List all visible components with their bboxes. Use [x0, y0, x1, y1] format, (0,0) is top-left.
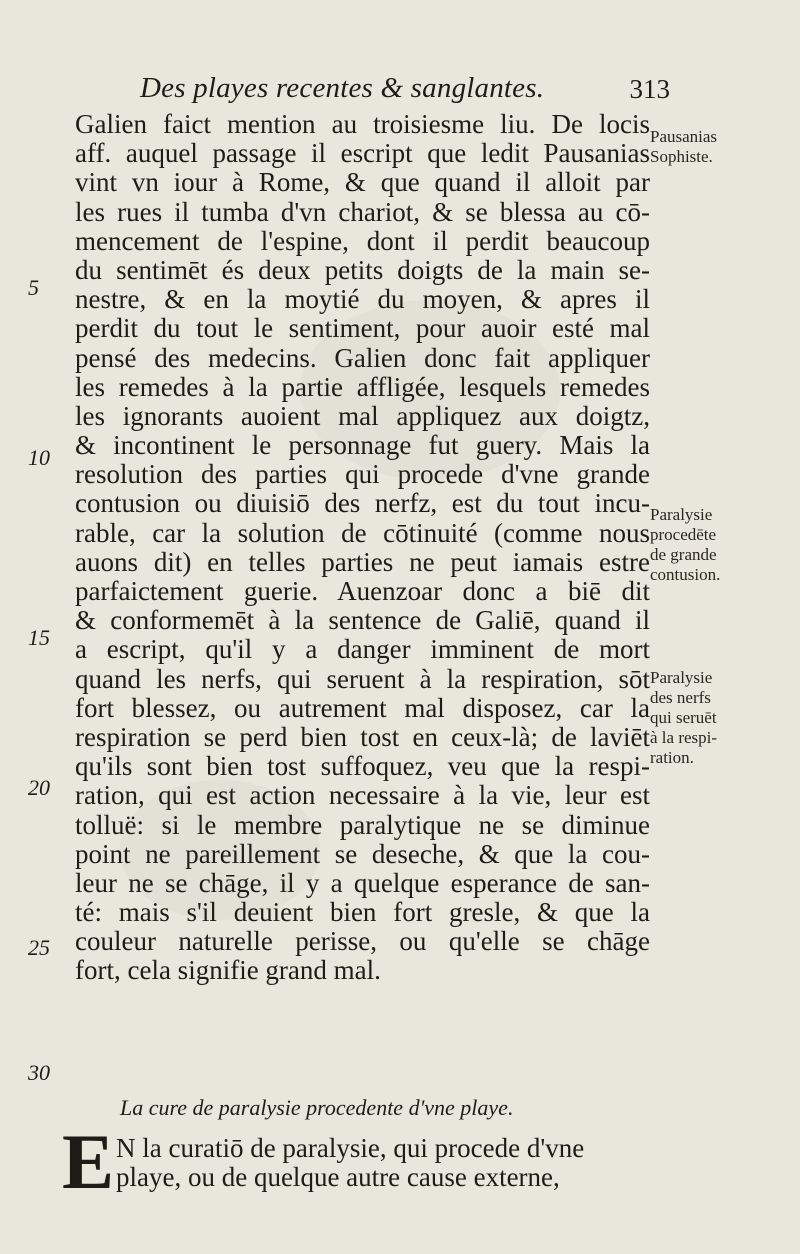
section-opening-text [116, 1134, 636, 1192]
line-number: 30 [28, 1060, 50, 1085]
text-line: point ne pareillement se deseche, & que la cou- [75, 838, 650, 869]
body-text [75, 110, 650, 986]
text-line: nestre, & en la moytié du moyen, & apres il [75, 284, 650, 315]
note-line: ration. [650, 748, 694, 767]
text-line: perdit du tout le sentiment, pour auoir esté mal [75, 313, 650, 344]
text-line: respiration se perd bien tost en ceux-là; de laviēt [75, 721, 650, 752]
text-line: les rues il tumba d'vn chariot, & se blessa au cō- [75, 196, 650, 227]
line-number: 5 [28, 275, 39, 300]
text-line: quand les nerfs, qui seruent à la respiration, sōt [75, 663, 650, 694]
drop-cap: E [62, 1118, 115, 1205]
text-line: les ignorants auoient mal appliquez aux doigtz, [75, 400, 650, 431]
text-line: tolluë: si le membre paralytique ne se diminue [75, 809, 650, 840]
text-line: couleur naturelle perisse, ou qu'elle se chāge [75, 926, 650, 957]
text-line: té: mais s'il deuient bien fort gresle, & que la [75, 897, 650, 928]
line-number: 10 [28, 445, 50, 470]
note-line: qui seruēt [650, 708, 717, 727]
text-line: a escript, qu'il y a danger imminent de mort [75, 634, 650, 665]
text-line: les remedes à la partie affligée, lesquels remedes [75, 371, 650, 402]
text-line: & incontinent le personnage fut guery. Mais la [75, 430, 650, 461]
text-line: ration, qui est action necessaire à la vie, leur est [75, 780, 650, 811]
note-line: à la respi- [650, 728, 718, 747]
text-line: Galien faict mention au troisiesme liu. De locis [75, 109, 650, 139]
note-line: Paralysie [650, 668, 713, 687]
text-line: & conformemēt à la sentence de Galiē, quand il [75, 605, 650, 636]
text-line: pensé des medecins. Galien donc fait appliquer [75, 342, 650, 373]
text-line: du sentimēt és deux petits doigts de la main se- [75, 254, 650, 285]
text-line: vint vn iour à Rome, & que quand il alloit par [75, 167, 650, 198]
text-line: contusion ou diuisiō des nerfz, est du tout incu- [75, 488, 650, 519]
margin-note-paralysie-contusion [650, 505, 790, 585]
line-number: 20 [28, 775, 50, 800]
note-line: contusion. [650, 565, 721, 584]
text-line: qu'ils sont bien tost suffoquez, veu que la respi- [75, 751, 650, 782]
running-title: Des playes recentes & sanglantes. [140, 72, 545, 104]
page-number: 313 [629, 74, 670, 104]
text-line: N la curatiō de paralysie, qui procede d'vne [116, 1133, 585, 1163]
section-heading: La cure de paralysie procedente d'vne playe. [120, 1095, 514, 1120]
page-header [140, 72, 670, 106]
text-line: resolution des parties qui procede d'vne grande [75, 459, 650, 490]
note-line: Pausanias [650, 127, 718, 146]
text-line: mencement de l'espine, dont il perdit beaucoup [75, 225, 650, 256]
note-line: Sophiste. [650, 147, 713, 166]
note-line: des nerfs [650, 688, 711, 707]
text-line: leur ne se chāge, il y a quelque esperance de san- [75, 867, 650, 898]
text-line: aff. auquel passage il escript que ledit Pausanias [75, 138, 650, 169]
text-line: parfaictement guerie. Auenzoar donc a biē dit [75, 576, 650, 606]
margin-note-pausanias [650, 127, 790, 167]
text-line: fort, cela signifie grand mal. [75, 955, 381, 986]
line-number: 15 [28, 625, 50, 650]
note-line: de grande [650, 545, 717, 564]
note-line: procedēte [650, 525, 717, 544]
text-line: playe, ou de quelque autre cause externe, [116, 1162, 560, 1193]
margin-note-paralysie-nerfs [650, 668, 790, 768]
text-line: fort blessez, ou autrement mal disposez, car la [75, 692, 650, 723]
line-number: 25 [28, 935, 50, 960]
text-line: auons dit) en telles parties ne peut iamais estre [75, 546, 650, 577]
text-line: rable, car la solution de cōtinuité (comme nous [75, 517, 650, 548]
note-line: Paralysie [650, 505, 713, 524]
